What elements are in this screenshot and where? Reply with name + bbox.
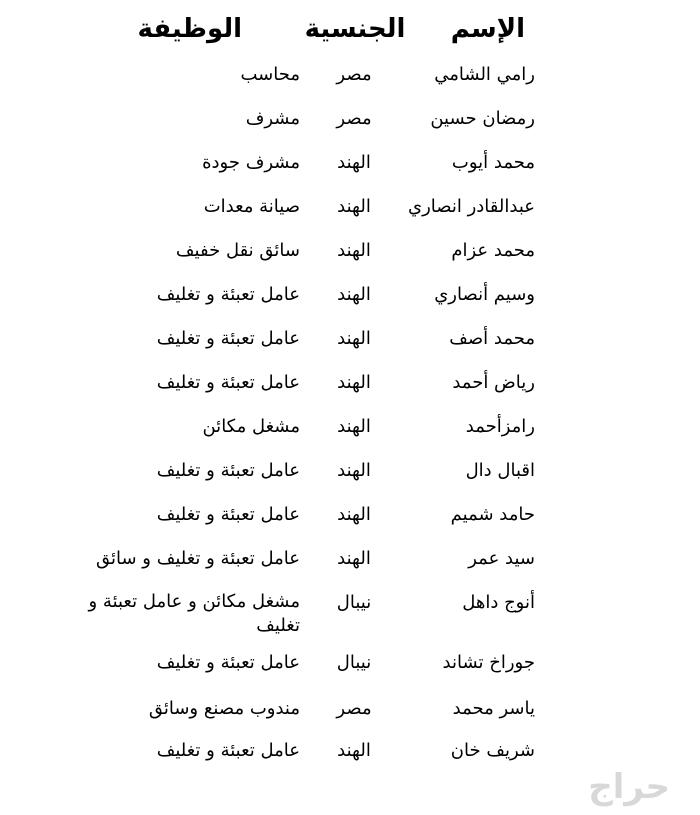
table-row bbox=[0, 458, 700, 498]
employee-nationality: الهند bbox=[337, 372, 371, 393]
employee-name: حامد شميم bbox=[450, 504, 535, 525]
employee-name: ياسر محمد bbox=[452, 698, 535, 719]
employee-job: عامل تعبئة و تغليف bbox=[156, 740, 300, 761]
table-row bbox=[0, 326, 700, 366]
table-row bbox=[0, 414, 700, 454]
employee-name: سيد عمر bbox=[468, 548, 535, 569]
table-row bbox=[0, 590, 700, 642]
employee-nationality: الهند bbox=[337, 240, 371, 261]
employee-job: مشرف bbox=[245, 108, 300, 129]
employee-job: عامل تعبئة و تغليف و سائق bbox=[95, 548, 300, 569]
table-row bbox=[0, 650, 700, 690]
employee-job: عامل تعبئة و تغليف bbox=[156, 284, 300, 305]
employee-nationality: الهند bbox=[337, 284, 371, 305]
table-row bbox=[0, 370, 700, 410]
employee-nationality: الهند bbox=[337, 328, 371, 349]
table-row bbox=[0, 696, 700, 736]
table-row bbox=[0, 62, 700, 102]
employee-name: رامي الشامي bbox=[434, 64, 535, 85]
watermark-logo: حراج bbox=[588, 767, 670, 807]
header-job: الوظيفة bbox=[137, 14, 242, 44]
employee-job: مشغل مكائن bbox=[202, 416, 300, 437]
employee-job: عامل تعبئة و تغليف bbox=[156, 328, 300, 349]
employee-job: مشرف جودة bbox=[202, 152, 300, 173]
table-row bbox=[0, 238, 700, 278]
employee-name: رامزأحمد bbox=[465, 416, 535, 437]
employee-job: عامل تعبئة و تغليف bbox=[156, 504, 300, 525]
employee-name: محمد أيوب bbox=[451, 152, 535, 173]
table-row bbox=[0, 546, 700, 586]
employee-job: عامل تعبئة و تغليف bbox=[156, 460, 300, 481]
employee-nationality: الهند bbox=[337, 740, 371, 761]
employee-nationality: نيبال bbox=[336, 592, 372, 613]
employee-name: أنوج داهل bbox=[462, 592, 535, 613]
employee-job: محاسب bbox=[240, 64, 300, 85]
employee-name: رياض أحمد bbox=[452, 372, 535, 393]
employee-name: اقبال دال bbox=[465, 460, 535, 481]
table-row bbox=[0, 502, 700, 542]
table-row bbox=[0, 282, 700, 322]
employee-name: محمد عزام bbox=[451, 240, 535, 261]
table-row bbox=[0, 106, 700, 146]
employee-job: صيانة معدات bbox=[203, 196, 300, 217]
employee-nationality: الهند bbox=[337, 152, 371, 173]
employee-name: وسيم أنصاري bbox=[434, 284, 535, 305]
table-row bbox=[0, 150, 700, 190]
employee-nationality: الهند bbox=[337, 548, 371, 569]
table-row bbox=[0, 194, 700, 234]
employee-nationality: مصر bbox=[336, 108, 372, 129]
employee-nationality: الهند bbox=[337, 196, 371, 217]
employee-name: جوراخ تشاند bbox=[442, 652, 535, 673]
employee-name: شريف خان bbox=[450, 740, 535, 761]
header-nationality: الجنسية bbox=[304, 14, 406, 44]
employee-nationality: مصر bbox=[336, 698, 372, 719]
employee-job: مشغل مكائن و عامل تعبئة و تغليف bbox=[88, 591, 300, 636]
employee-job: عامل تعبئة و تغليف bbox=[156, 372, 300, 393]
employee-nationality: نيبال bbox=[336, 652, 372, 673]
employee-name: رمضان حسين bbox=[430, 108, 535, 129]
employee-job: مندوب مصنع وسائق bbox=[148, 698, 300, 719]
employee-name: عبدالقادر انصاري bbox=[407, 196, 535, 217]
employee-nationality: مصر bbox=[336, 64, 372, 85]
employee-nationality: الهند bbox=[337, 416, 371, 437]
employee-nationality: الهند bbox=[337, 504, 371, 525]
header-name: الإسم bbox=[450, 14, 525, 44]
employee-job: عامل تعبئة و تغليف bbox=[156, 652, 300, 673]
employee-job: سائق نقل خفيف bbox=[175, 240, 300, 261]
employee-name: محمد أصف bbox=[449, 328, 535, 349]
employee-nationality: الهند bbox=[337, 460, 371, 481]
